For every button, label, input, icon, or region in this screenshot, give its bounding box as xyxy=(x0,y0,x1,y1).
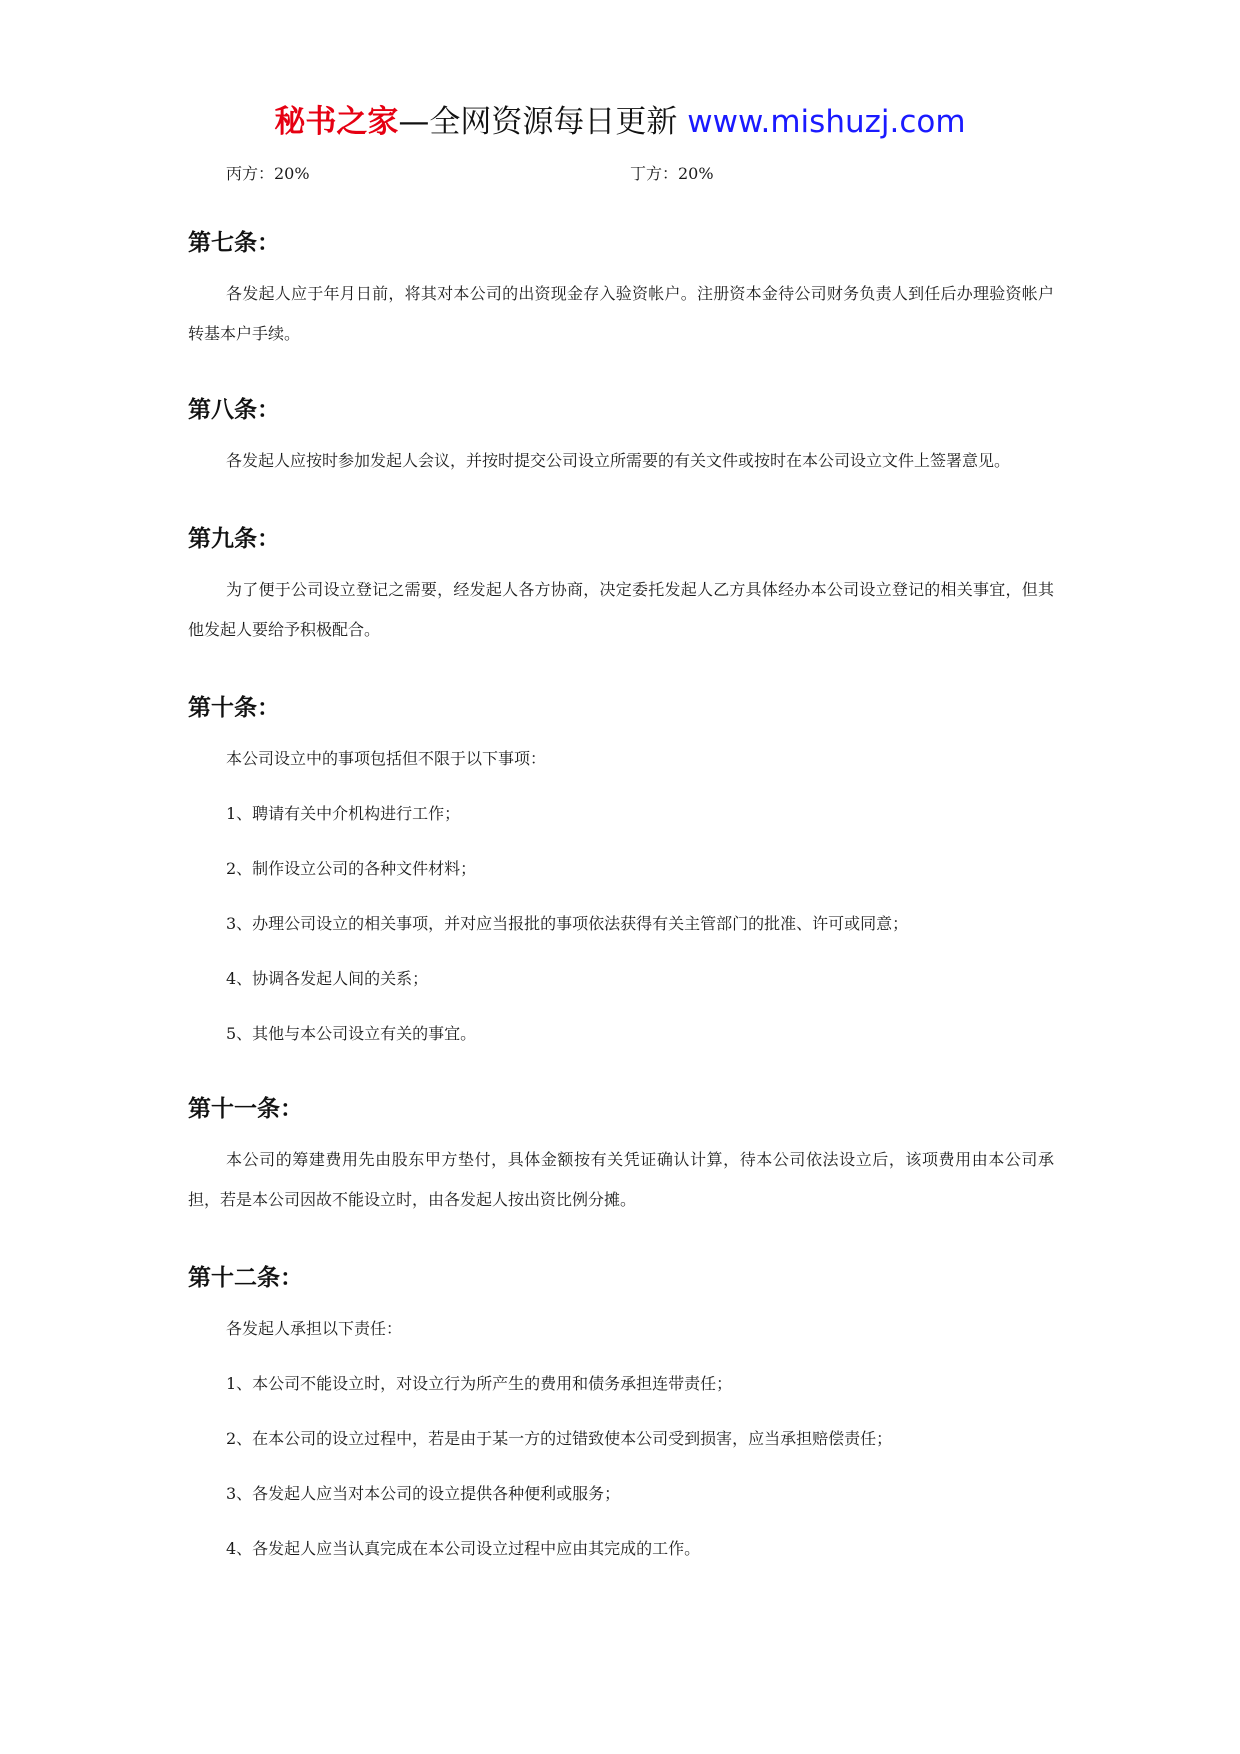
article-11-text: 本公司的筹建费用先由股东甲方垫付，具体金额按有关凭证确认计算，待本公司依法设立后，该项费用由本公司承担，若是本公司因故不能设立时，由各发起人按出资比例分摊。 xyxy=(188,1150,1054,1209)
article-11-title: 第十一条： xyxy=(188,1096,303,1122)
share-ding: 丁方：20% xyxy=(630,164,714,183)
article-11 xyxy=(188,1094,1054,1220)
article-10-title: 第十条： xyxy=(188,695,280,721)
article-8-text: 各发起人应按时参加发起人会议，并按时提交公司设立所需要的有关文件或按时在本公司设立文件上签署意见。 xyxy=(226,451,1011,470)
article-10 xyxy=(188,693,1054,1054)
share-bing: 丙方：20% xyxy=(226,164,310,183)
brand-name: 秘书之家 xyxy=(274,104,399,140)
article-10-item-2: 2、制作设立公司的各种文件材料； xyxy=(226,859,477,878)
article-7-title: 第七条： xyxy=(188,230,280,256)
document-body xyxy=(188,228,1054,1569)
article-12-item-1: 1、本公司不能设立时，对设立行为所产生的费用和债务承担连带责任； xyxy=(226,1374,733,1393)
article-9-title: 第九条： xyxy=(188,526,280,552)
article-8-title: 第八条： xyxy=(188,397,280,423)
article-12 xyxy=(188,1263,1054,1569)
article-10-item-3: 3、办理公司设立的相关事项，并对应当报批的事项依法获得有关主管部门的批准、许可或同意； xyxy=(226,914,909,933)
article-7 xyxy=(188,228,1054,354)
header-url-link[interactable]: www.mishuzj.com xyxy=(687,104,966,140)
header-tagline: —全网资源每日更新 xyxy=(398,104,688,140)
article-10-item-4: 4、协调各发起人间的关系； xyxy=(226,969,429,988)
article-9 xyxy=(188,524,1054,650)
article-10-item-1: 1、聘请有关中介机构进行工作； xyxy=(226,804,461,823)
article-9-text: 为了便于公司设立登记之需要，经发起人各方协商，决定委托发起人乙方具体经办本公司设立登记的相关事宜，但其他发起人要给予积极配合。 xyxy=(188,580,1054,639)
article-10-item-5: 5、其他与本公司设立有关的事宜。 xyxy=(226,1024,477,1043)
article-10-intro: 本公司设立中的事项包括但不限于以下事项： xyxy=(226,749,547,768)
article-7-text: 各发起人应于年月日前，将其对本公司的出资现金存入验资帐户。注册资本金待公司财务负责人到任后办理验资帐户转基本户手续。 xyxy=(188,284,1054,343)
article-12-item-3: 3、各发起人应当对本公司的设立提供各种便利或服务； xyxy=(226,1484,621,1503)
page-header xyxy=(0,100,1240,144)
article-12-title: 第十二条： xyxy=(188,1265,303,1291)
article-12-intro: 各发起人承担以下责任： xyxy=(226,1319,403,1338)
article-12-item-4: 4、各发起人应当认真完成在本公司设立过程中应由其完成的工作。 xyxy=(226,1539,701,1558)
article-12-item-2: 2、在本公司的设立过程中，若是由于某一方的过错致使本公司受到损害，应当承担赔偿责任； xyxy=(226,1429,893,1448)
article-8 xyxy=(188,395,1054,481)
